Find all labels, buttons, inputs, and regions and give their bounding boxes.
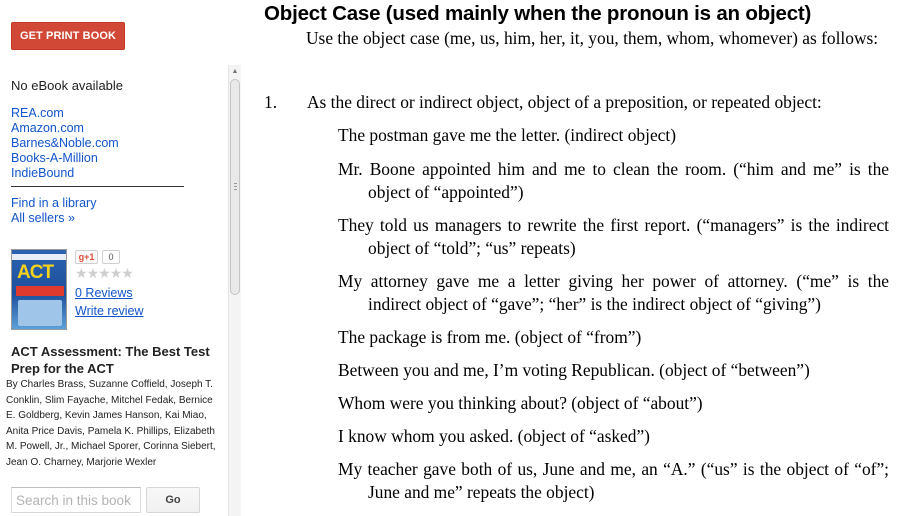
cover-tag	[16, 286, 64, 296]
example-sentence: The postman gave me the letter. (indirect object)	[338, 125, 677, 145]
no-ebook-label: No eBook available	[11, 78, 124, 93]
find-in-library-link[interactable]: Find in a library	[11, 196, 97, 210]
triangle-up-icon[interactable]: ▲	[231, 68, 239, 75]
book-authors: By Charles Brass, Suzanne Coffield, Joseph T. Conklin, Slim Fayache, Mitchel Fedak, Bernice E. Goldberg, Kevin James Hanson, Kai Miao, Anita Price Davis, Pamela K. Phillips, Elizabeth M. Powell, Jr., Michael Sporer, Corinna Siebert, Jean O. Charney, Marjorie Wexler	[6, 379, 216, 468]
star-icon: ★	[109, 265, 122, 281]
scrollbar-grip	[234, 183, 237, 191]
example-sentence: Between you and me, I’m voting Republican. (object of “between”)	[338, 360, 810, 380]
reviews-link[interactable]: 0 Reviews	[75, 286, 133, 300]
write-review-link[interactable]: Write review	[75, 304, 144, 318]
seller-link-books-a-million[interactable]: Books-A-Million	[11, 151, 98, 165]
get-print-book-button[interactable]: GET PRINT BOOK	[11, 22, 125, 50]
rating-stars	[75, 265, 133, 282]
seller-link-barnes-noble[interactable]: Barnes&Noble.com	[11, 136, 119, 150]
book-title: ACT Assessment: The Best Test Prep for the ACT	[11, 344, 210, 376]
plus-one-count: 0	[102, 250, 120, 264]
example-sentence: My attorney gave me a letter giving her power of attorney. (“me” is the indirect object of “gave”; “her” is the indirect object of “giving”)	[338, 271, 889, 314]
example-sentence: I know whom you asked. (object of “asked”)	[338, 426, 650, 446]
seller-link-indiebound[interactable]: IndieBound	[11, 166, 75, 180]
star-icon: ★	[75, 265, 87, 281]
rule-number: 1.	[264, 92, 278, 112]
example-sentence: Whom were you thinking about? (object of “about”)	[338, 393, 703, 413]
sidebar-divider	[11, 186, 184, 187]
book-page-viewer	[242, 0, 905, 516]
scrollbar-thumb[interactable]	[230, 79, 240, 295]
sidebar	[0, 0, 228, 516]
cover-title: ACT	[17, 262, 54, 283]
example-sentence: My teacher gave both of us, June and me, an “A.” (“us” is the object of “of”; June and me” repeats the object)	[338, 459, 889, 502]
book-cover-thumbnail[interactable]	[11, 249, 67, 330]
google-plus-one-button[interactable]: g+1	[75, 250, 98, 264]
rule-text: As the direct or indirect object, object of a preposition, or repeated object:	[307, 92, 822, 112]
cover-band	[12, 254, 67, 260]
example-sentence: The package is from me. (object of “from”)	[338, 327, 642, 347]
library-links	[11, 196, 96, 226]
seller-link-amazon[interactable]: Amazon.com	[11, 121, 84, 135]
search-in-book-input[interactable]	[11, 487, 141, 513]
star-icon: ★	[98, 265, 110, 281]
example-sentence: They told us managers to rewrite the first report. (“managers” is the indirect object of “told”; “us” repeats)	[338, 215, 889, 258]
star-icon: ★	[86, 265, 99, 281]
search-go-button[interactable]: Go	[146, 487, 200, 513]
page-scrollbar[interactable]	[228, 65, 241, 516]
section-heading: Object Case (used mainly when the pronoun is an object)	[264, 2, 812, 25]
all-sellers-link[interactable]: All sellers »	[11, 211, 75, 225]
example-sentence: Mr. Boone appointed him and me to clean the room. (“him and me” is the object of “appointed”)	[338, 159, 889, 202]
seller-list	[11, 106, 119, 181]
star-icon: ★	[121, 265, 133, 281]
seller-link-rea[interactable]: REA.com	[11, 106, 64, 120]
intro-paragraph: Use the object case (me, us, him, her, it, you, them, whom, whomever) as follows:	[306, 28, 879, 48]
cover-photo	[18, 300, 62, 326]
